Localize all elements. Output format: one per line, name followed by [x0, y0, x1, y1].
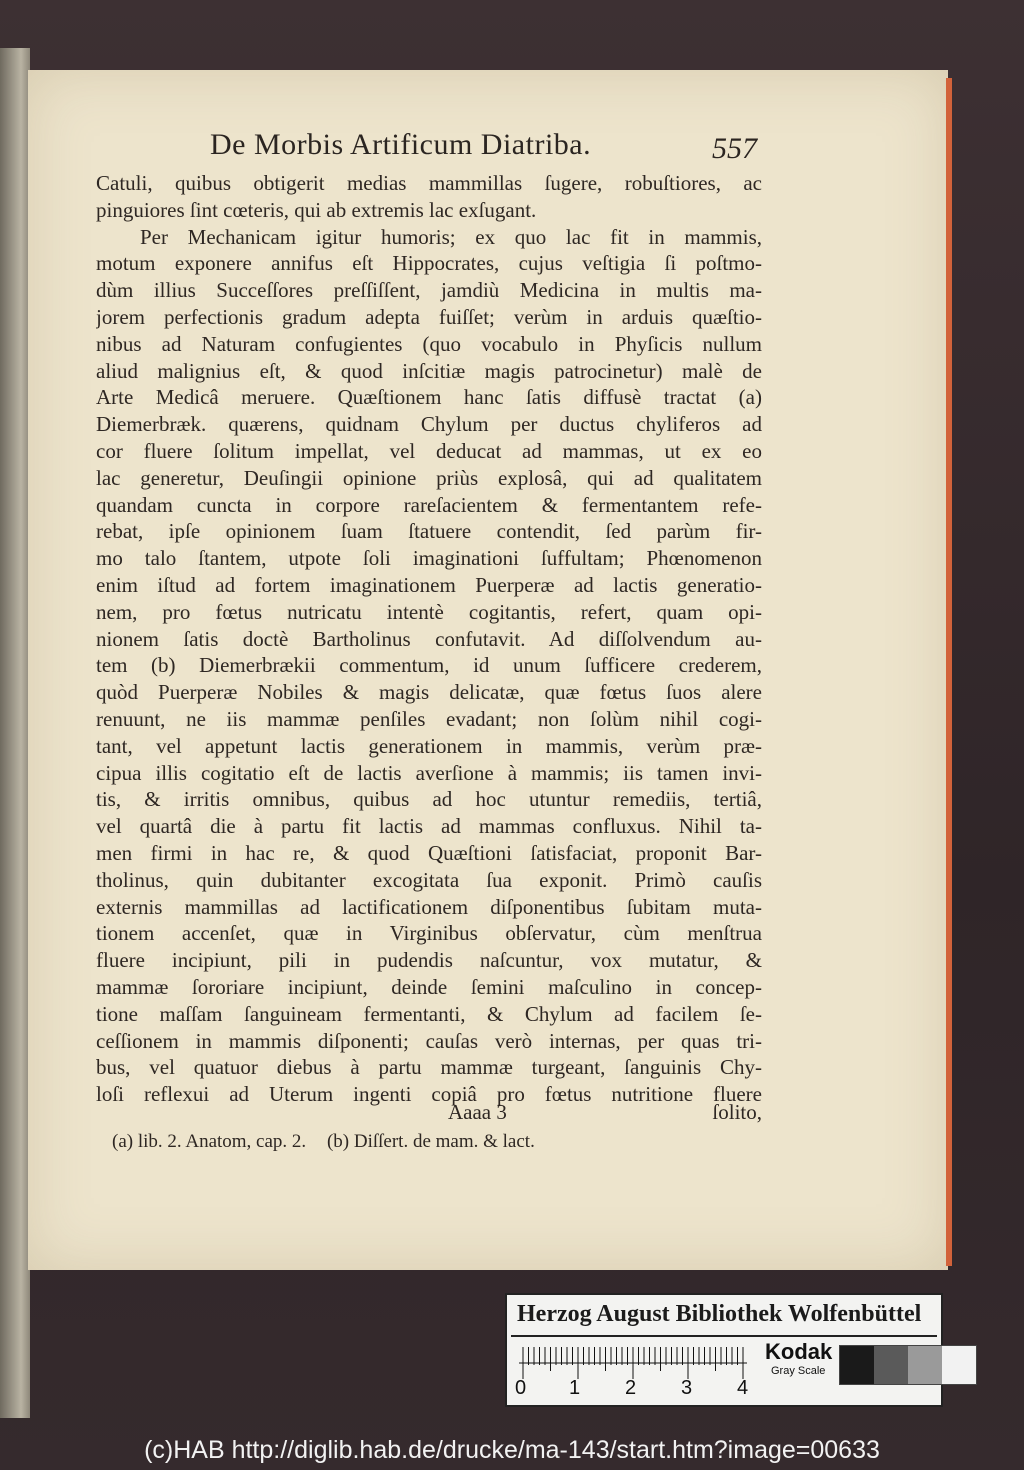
text-line: rebat, ipſe opinionem ſuam ſtatuere contendit, ſed parùm fir-: [96, 519, 762, 544]
text-line: Arte Medicâ meruere. Quæſtionem hanc ſatis diffusè tractat (a): [96, 385, 762, 410]
text-line: men firmi in hac re, & quod Quæſtioni ſatisfaciat, proponit Bar-: [96, 840, 762, 865]
text-line: nionem ſatis doctè Bartholinus confutavit. Ad diſſolvendum au-: [96, 626, 762, 651]
text-line: Per Mechanicam igitur humoris; ex quo lac fit in mammis,: [140, 224, 762, 249]
text-line: tholinus, quin dubitanter excogitata ſua exponit. Primò cauſis: [96, 867, 762, 892]
text-line: pinguiores ſint cœteris, qui ab extremis lac exſugant.: [96, 197, 537, 222]
footnotes: [112, 1131, 551, 1153]
text-line: tis, & irritis omnibus, quibus ad hoc utuntur remediis, tertiâ,: [96, 787, 762, 812]
text-line: Catuli, quibus obtigerit medias mammillas ſugere, robuſtiores, ac: [96, 171, 762, 195]
ruler-label: 2: [625, 1377, 637, 1399]
color-calibration-card: [505, 1293, 943, 1407]
text-line: dùm illius Succeſſores preſſiſſent, jamdiù Medicina in multis ma-: [96, 278, 762, 303]
left-page-edge: [0, 48, 30, 1418]
ruler-label: 3: [681, 1377, 693, 1399]
catchword-row: [96, 1100, 762, 1128]
catchword: ſolito,: [712, 1100, 762, 1124]
text-line: loſi reflexui ad Uterum ingenti copiâ pro fœtus nutritione fluere: [96, 1082, 762, 1107]
text-line: fluere incipiunt, pili in pudendis naſcuntur, vox mutatur, &: [96, 948, 762, 973]
body-text: [96, 170, 762, 1108]
gray-swatch: [942, 1346, 976, 1384]
text-line: renuunt, ne iis mammæ penſiles evadant; non ſolùm nihil cogi-: [96, 706, 762, 731]
gray-swatch: [840, 1346, 874, 1384]
text-line: quòd Puerperæ Nobiles & magis delicatæ, quæ fœtus ſuos alere: [96, 680, 762, 705]
ruler-label: 1: [569, 1377, 581, 1399]
text-line: bus, vel quatuor diebus à partu mammæ turgeant, ſanguinis Chy-: [96, 1055, 762, 1080]
ruler-label: 4: [737, 1377, 749, 1399]
footnote-b: (b) Diſſert. de mam. & lact.: [326, 1131, 535, 1152]
ruler-numbers: [515, 1377, 755, 1401]
library-name: Herzog August Bibliothek Wolfenbüttel: [517, 1301, 922, 1327]
gray-scale-label: Gray Scale: [771, 1365, 826, 1377]
text-line: tem (b) Diemerbrækii commentum, id unum ſufficere crederem,: [96, 653, 762, 678]
text-line: aliud malignius eſt, & quod inſcitiæ magis patrocinetur) malè de: [96, 358, 762, 383]
page-number: 557: [712, 132, 757, 165]
text-line: nibus ad Naturam confugientes (quo vocabulo in Phyſicis nullum: [96, 331, 762, 356]
text-line: lac generetur, Deuſingii opinione priùs explosâ, qui ad qualitatem: [96, 465, 762, 490]
text-line: motum exponere annifus eſt Hippocrates, cujus veſtigia ſi poſtmo-: [96, 251, 762, 276]
text-line: mammæ ſororiare incipiunt, deinde ſemini maſculino in concep-: [96, 974, 762, 999]
text-line: cipua illis cogitatio eſt de lactis averſione à mammis; iis tamen invi-: [96, 760, 762, 785]
copyright-url: (c)HAB http://diglib.hab.de/drucke/ma-143/start.htm?image=00633: [144, 1436, 880, 1464]
text-line: Diemerbræk. quærens, quidnam Chylum per ductus chyliferos ad: [96, 412, 762, 437]
text-line: mo talo ſtantem, utpote ſoli imaginationi ſuffultam; Phœnomenon: [96, 546, 762, 571]
signature-mark: Aaaa 3: [448, 1100, 507, 1124]
gray-swatch: [908, 1346, 942, 1384]
text-line: quandam cuncta in corpore rareſacientem & fermentantem refe-: [96, 492, 762, 517]
text-line: nem, pro fœtus nutricatu intentè cogitantis, refert, quam opi-: [96, 599, 762, 624]
card-divider: [511, 1335, 937, 1337]
text-line: externis mammillas ad lactificationem diſponentibus ſubitam muta-: [96, 894, 762, 919]
text-line: enim iſtud ad fortem imaginationem Puerperæ ad lactis generatio-: [96, 572, 762, 597]
text-line: vel quartâ die à partu fit lactis ad mammas confluxus. Nihil ta-: [96, 814, 762, 839]
text-line: tant, vel appetunt lactis generationem in mammis, verùm præ-: [96, 733, 762, 758]
running-header: De Morbis Artificum Diatriba.: [210, 128, 592, 161]
ruler-scale: [519, 1345, 747, 1381]
text-line: ceſſionem in mammis diſponenti; cauſas verò internas, per quas tri-: [96, 1028, 762, 1053]
text-line: tionem accenſet, quæ in Virginibus obſervatur, cùm menſtrua: [96, 921, 762, 946]
kodak-logo: Kodak: [765, 1339, 833, 1364]
footnote-a: (a) lib. 2. Anatom, cap. 2.: [112, 1131, 307, 1152]
text-line: tione maſſam ſanguineam fermentanti, & Chylum ad facilem ſe-: [96, 1001, 762, 1026]
text-line: jorem perfectionis gradum adepta fuiſſet; verùm in arduis quæſtio-: [96, 304, 762, 329]
text-line: cor fluere ſolitum impellat, vel deducat ad mammas, ut ex eo: [96, 438, 762, 463]
ruler-label: 0: [515, 1377, 527, 1399]
red-page-edge: [946, 78, 952, 1266]
gray-swatch: [874, 1346, 908, 1384]
gray-swatches: [839, 1345, 977, 1385]
